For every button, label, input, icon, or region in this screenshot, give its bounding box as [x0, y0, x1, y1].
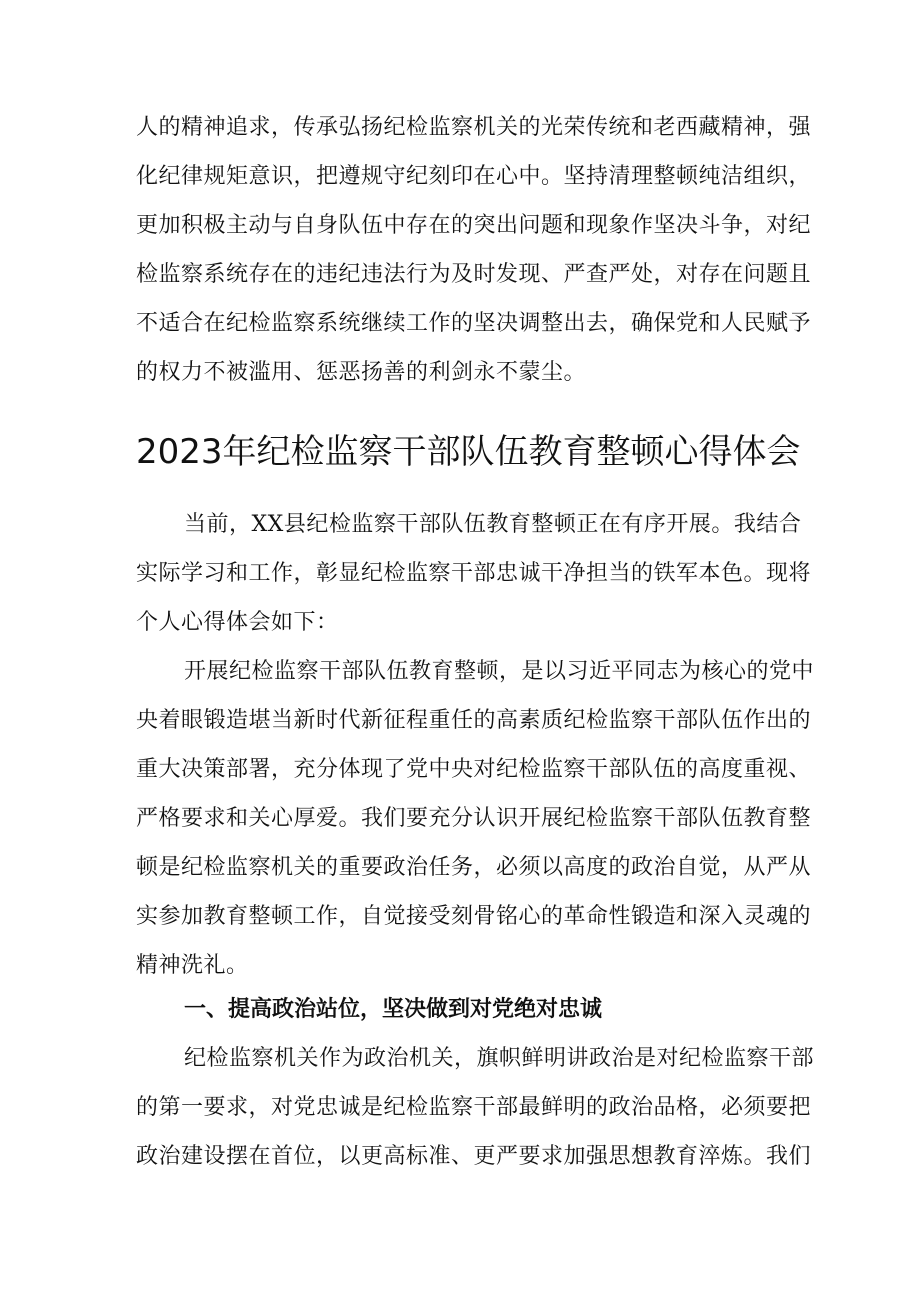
intro-line: 更加积极主动与自身队伍中存在的突出问题和现象作坚决斗争，对纪 [136, 213, 812, 238]
intro-line: 化纪律规矩意识，把遵规守纪刻印在心中。坚持清理整顿纯洁组织， [136, 164, 812, 189]
intro-line: 人的精神追求，传承弘扬纪检监察机关的光荣传统和老西藏精神，强 [136, 115, 812, 140]
paragraph-line: 实参加教育整顿工作，自觉接受刻骨铭心的革命性锻造和深入灵魂的 [136, 904, 812, 929]
paragraph-line: 个人心得体会如下： [136, 610, 339, 635]
paragraph-line: 开展纪检监察干部队伍教育整顿，是以习近平同志为核心的党中 [184, 659, 815, 684]
paragraph-line: 政治建设摆在首位，以更高标准、更严要求加强思想教育淬炼。我们 [136, 1144, 812, 1169]
paragraph-line: 严格要求和关心厚爱。我们要充分认识开展纪检监察干部队伍教育整 [136, 806, 812, 831]
paragraph-line: 的第一要求，对党忠诚是纪检监察干部最鲜明的政治品格，必须要把 [136, 1095, 812, 1120]
paragraph-line: 重大决策部署，充分体现了党中央对纪检监察干部队伍的高度重视、 [136, 757, 812, 782]
document-title: 2023年纪检监察干部队伍教育整顿心得体会 [136, 432, 801, 472]
paragraph-line: 顿是纪检监察机关的重要政治任务，必须以高度的政治自觉，从严从 [136, 855, 812, 880]
paragraph-line: 纪检监察机关作为政治机关，旗帜鲜明讲政治是对纪检监察干部 [184, 1046, 815, 1071]
paragraph-line: 央着眼锻造堪当新时代新征程重任的高素质纪检监察干部队伍作出的 [136, 708, 812, 733]
paragraph-line: 精神洗礼。 [136, 953, 249, 978]
intro-line: 检监察系统存在的违纪违法行为及时发现、严查严处，对存在问题且 [136, 262, 812, 287]
intro-line: 不适合在纪检监察系统继续工作的坚决调整出去，确保党和人民赋予 [136, 311, 812, 336]
intro-line: 的权力不被滥用、惩恶扬善的利剑永不蒙尘。 [136, 360, 587, 385]
paragraph-line: 实际学习和工作，彰显纪检监察干部忠诚干净担当的铁军本色。现将 [136, 561, 812, 586]
paragraph-line: 当前，XX县纪检监察干部队伍教育整顿正在有序开展。我结合 [184, 512, 802, 537]
section-heading: 一、提高政治站位，坚决做到对党绝对忠诚 [184, 997, 603, 1022]
